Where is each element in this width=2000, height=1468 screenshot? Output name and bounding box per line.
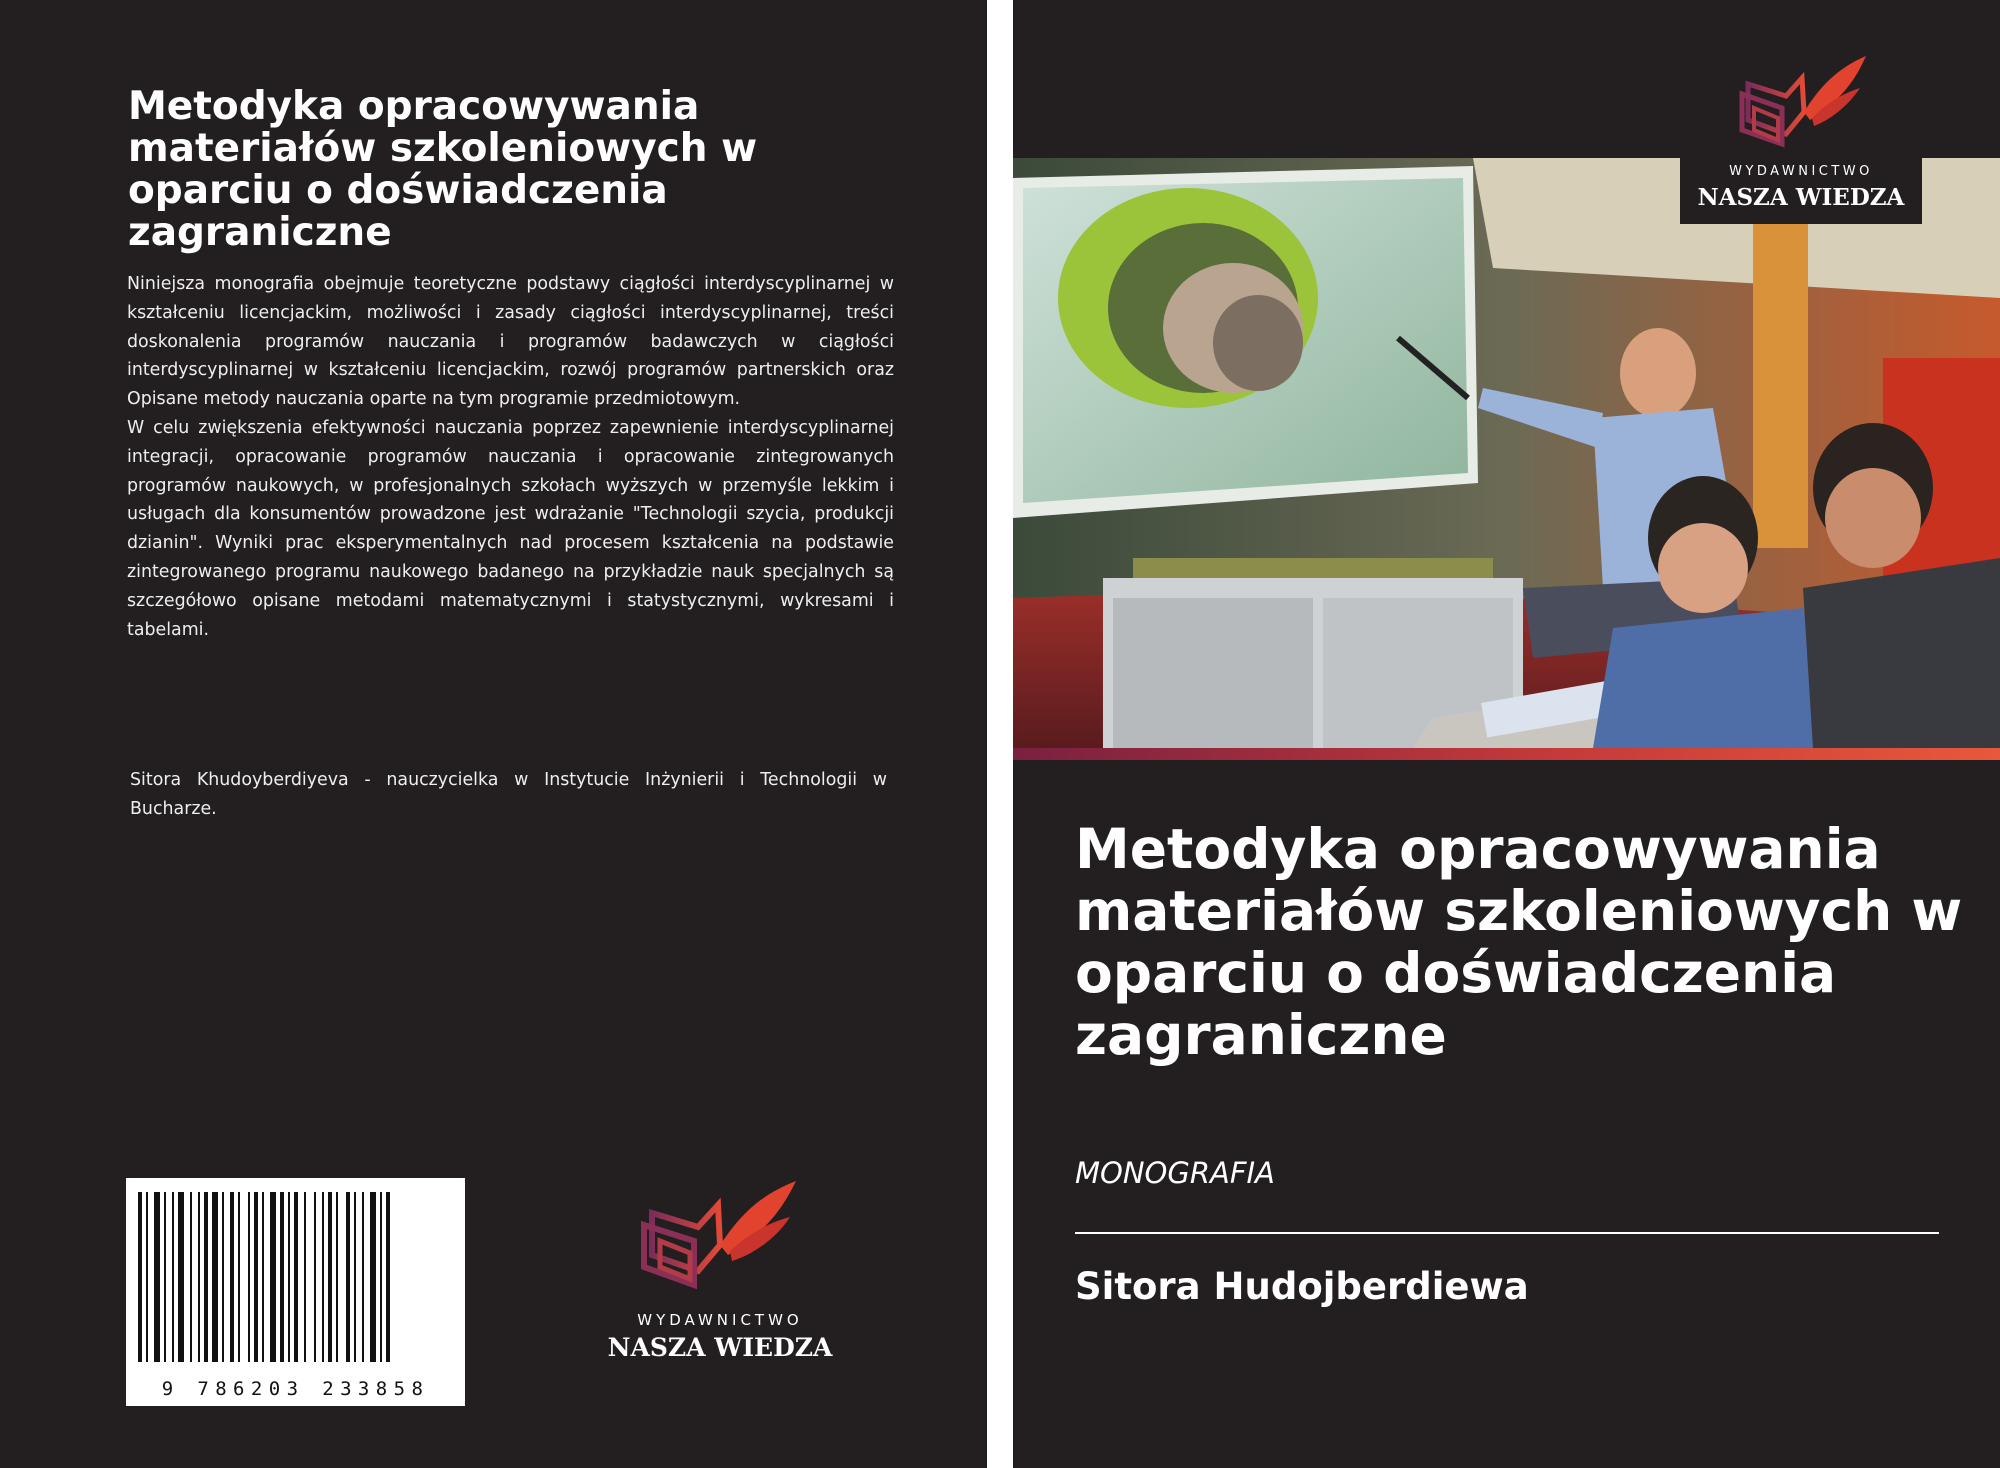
back-cover — [0, 0, 987, 1468]
accent-bar — [1013, 748, 2000, 760]
front-cover-subtitle: MONOGRAFIA — [1075, 1156, 1275, 1190]
cover-photo — [1013, 158, 2000, 748]
barcode-bars-icon — [126, 1178, 465, 1378]
book-quill-logo-icon — [600, 1175, 840, 1305]
publisher-name-text: NASZA WIEDZA — [1697, 184, 1905, 211]
publisher-name-text: NASZA WIEDZA — [607, 1333, 833, 1362]
back-cover-description — [127, 270, 894, 644]
book-quill-logo-icon — [1680, 50, 1922, 160]
front-cover-title: Metodyka opracowywania materiałów szkoleniowych w oparciu o doświadczenia zagraniczne — [1075, 817, 1963, 1067]
isbn-barcode — [126, 1178, 465, 1406]
author-note: Sitora Khudoyberdiyeva - nauczycielka w Instytucie Inżynierii i Technologii w Bucharze. — [130, 770, 887, 819]
publisher-small-text: WYDAWNICTWO — [1729, 164, 1873, 179]
spine-divider — [987, 0, 1013, 1468]
divider-line — [1075, 1232, 1939, 1234]
publisher-logo-back — [600, 1175, 840, 1365]
barcode-digits: 9 786203 233858 — [161, 1378, 430, 1400]
publisher-logo-front — [1680, 50, 1922, 224]
front-cover — [1013, 0, 2000, 1468]
description-paragraph-1: Niniejsza monografia obejmuje teoretyczne podstawy ciągłości interdyscyplinarnej w kształceniu licencjackim, możliwości i zasady ciągłości interdyscyplinarnej, treści doskonalenia programów nauczania i programów badawczych w ciągłości interdyscyplinarnej w kształceniu licencjackim, rozwój programów partnerskich oraz Opisane metody nauczania oparte na tym programie przedmiotowym. — [127, 274, 894, 410]
classroom-presentation-photo-icon — [1013, 158, 2000, 748]
front-cover-author: Sitora Hudojberdiewa — [1075, 1265, 1529, 1308]
description-paragraph-2: W celu zwiększenia efektywności nauczania poprzez zapewnienie interdyscyplinarnej integracji, opracowanie programów nauczania i opracowanie zintegrowanych programów naukowych, w profesjonalnych szkołach wyższych w przemyśle lekkim i usługach dla konsumentów prowadzone jest wdrażanie "Technologii szycia, produkcji dzianin". Wyniki prac eksperymentalnych nad procesem kształcenia na podstawie zintegrowanego programu naukowego badanego na przykładzie nauk specjalnych są szczegółowo opisane metodami matematycznymi i statystycznymi, wykresami i tabelami. — [127, 417, 894, 640]
publisher-small-text: WYDAWNICTWO — [637, 1311, 803, 1329]
back-cover-title: Metodyka opracowywania materiałów szkoleniowych w oparciu o doświadczenia zagraniczne — [128, 84, 758, 255]
